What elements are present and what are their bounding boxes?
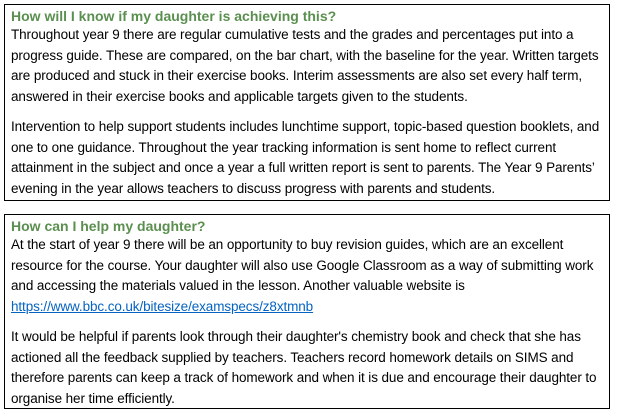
help-paragraph-1 — [11, 235, 603, 317]
achievement-section — [4, 4, 610, 201]
achievement-paragraph-2: Intervention to help support students includes lunchtime support, topic-based question booklets, and one to one guidance. Throughout the year tracking information is sent home to reflect current attainment in the subject and once a year a full written report is sent to parents. The Year 9 Parents’ evening in the year allows teachers to discuss progress with parents and students. — [11, 119, 600, 196]
help-heading: How can I help my daughter? — [11, 218, 206, 234]
achievement-paragraph-1: Throughout year 9 there are regular cumulative tests and the grades and percentages put into a progress guide. These are compared, on the bar chart, with the baseline for the year. Written targets are produced and stuck in their exercise books. Interim assessments are also set every half term, answered in their exercise books and applicable targets given to the students. — [11, 27, 599, 104]
help-paragraph-2: It would be helpful if parents look through their daughter's chemistry book and check that she has actioned all the feedback supplied by teachers. Teachers record homework details on SIMS and therefore parents can keep a track of homework and when it is due and encourage their daughter to organise her time efficiently. — [11, 329, 597, 406]
help-paragraph-1-text: At the start of year 9 there will be an opportunity to buy revision guides, which are an excellent resource for the course. Your daughter will also use Google Classroom as a way of submitting work and accessing the materials valued in the lesson. Another valuable website is — [11, 237, 594, 293]
achievement-heading: How will I know if my daughter is achieving this? — [11, 8, 337, 24]
bitesize-link[interactable]: https://www.bbc.co.uk/bitesize/examspecs/z8xtmnb — [11, 298, 314, 314]
help-section — [4, 214, 610, 409]
